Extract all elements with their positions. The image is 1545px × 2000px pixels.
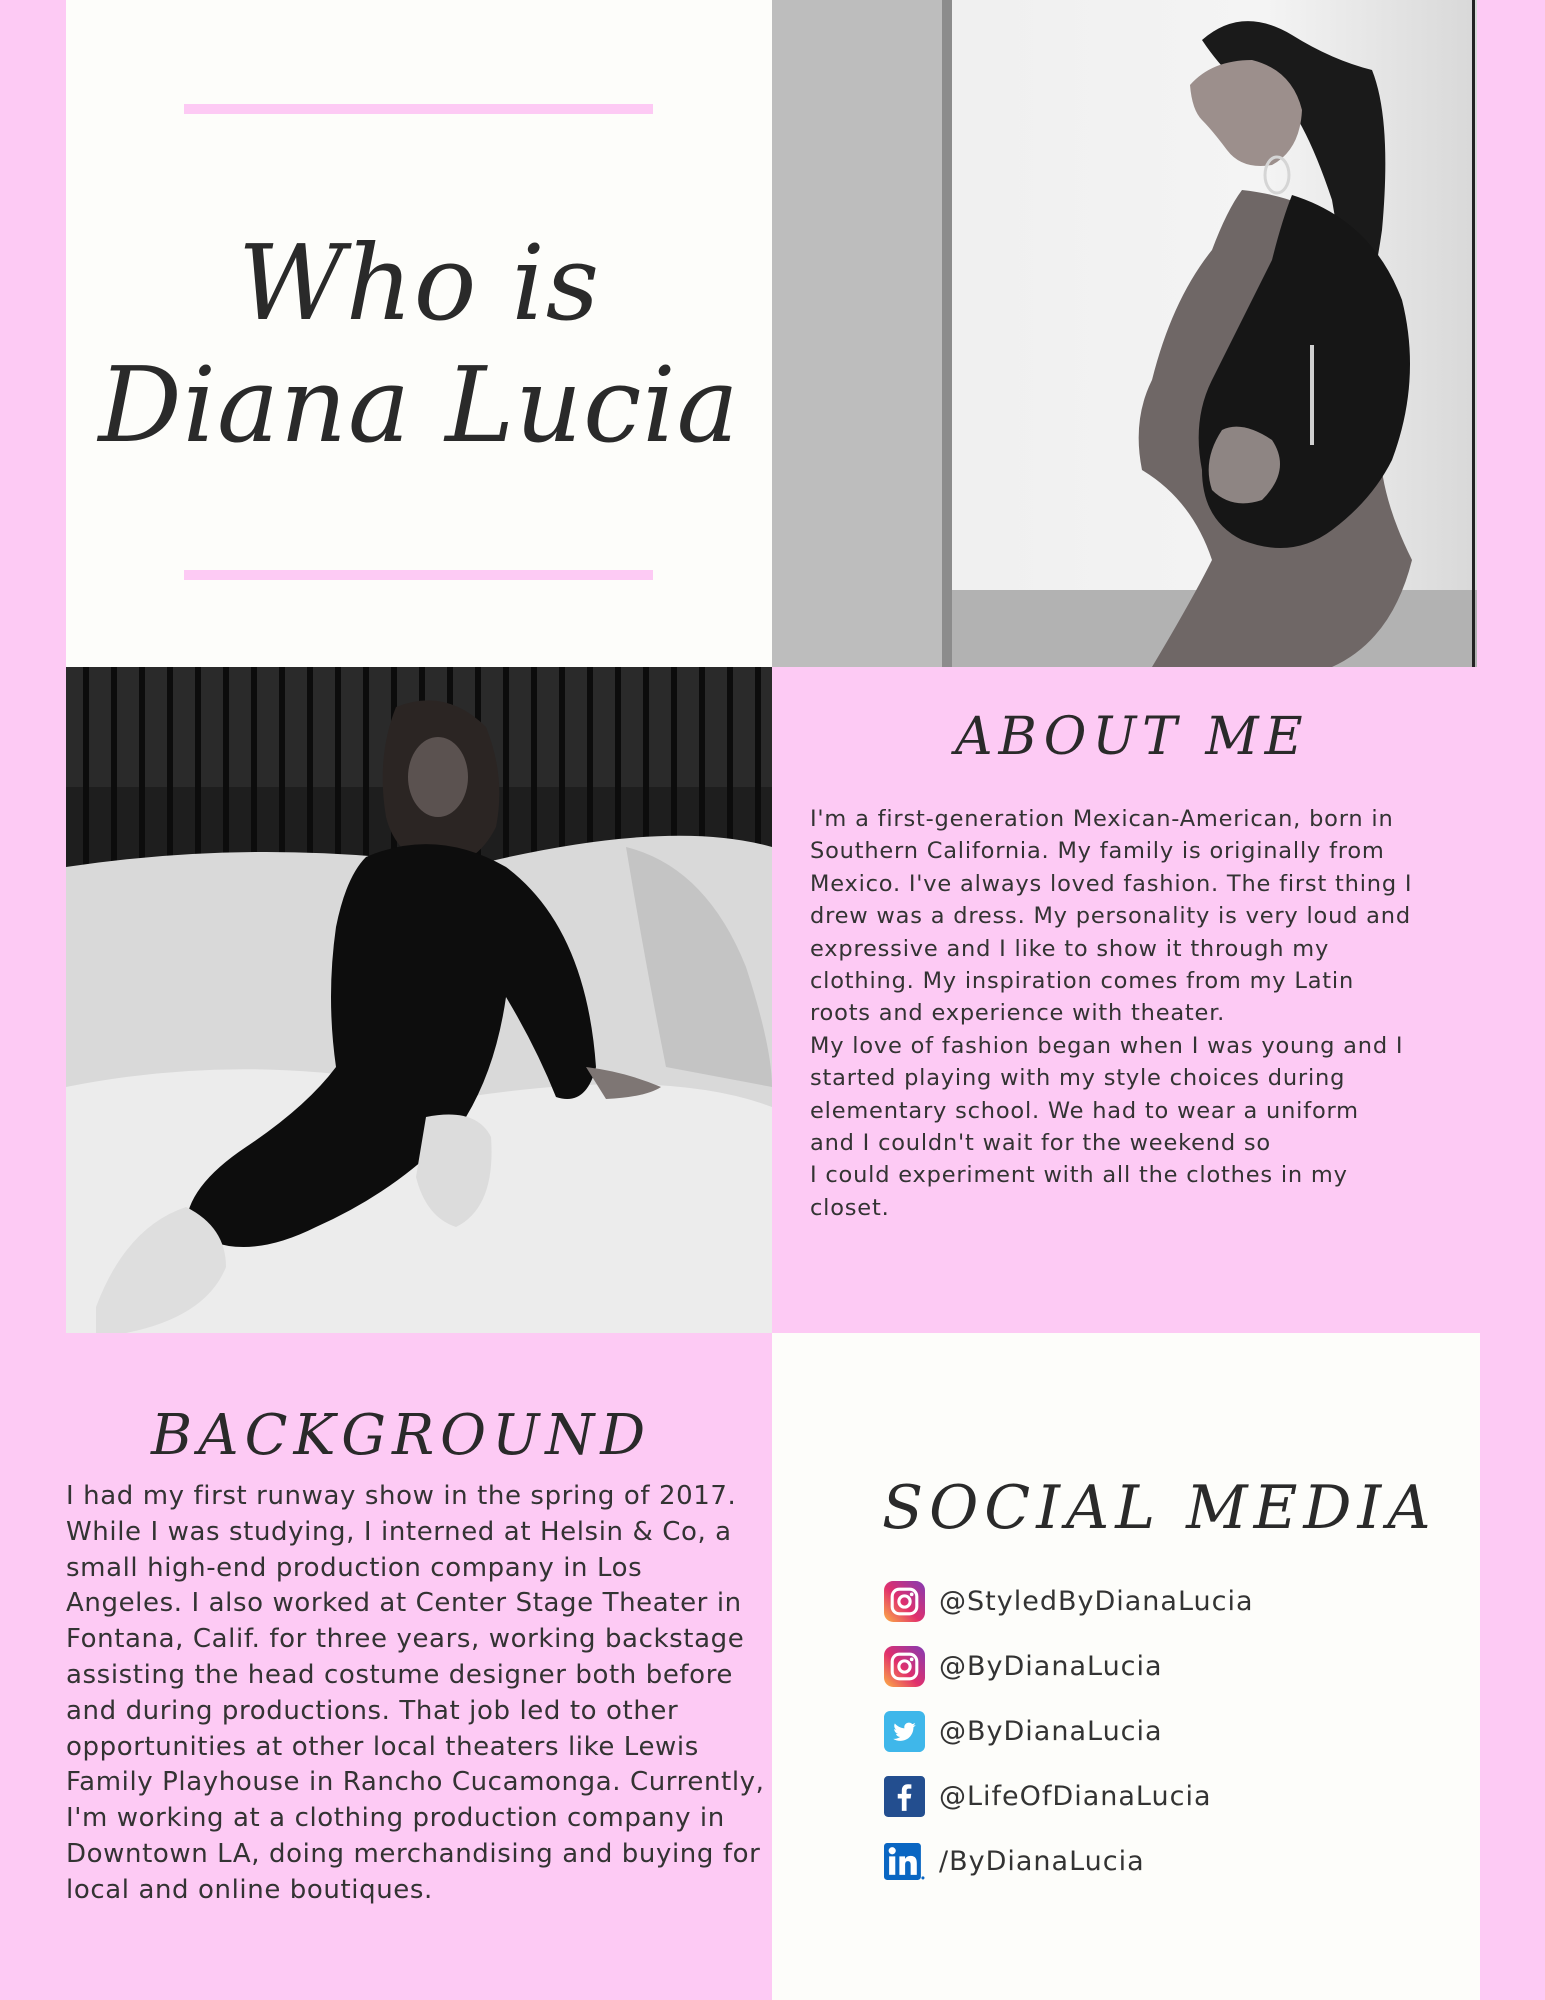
social-media-list [884,1569,1254,1894]
about-line: roots and experience with theater. [810,1000,1226,1027]
social-media-heading: SOCIAL MEDIA [882,1473,1437,1543]
top-pink-rule [184,104,653,114]
facebook-icon [884,1776,925,1817]
title-line-1: Who is [237,222,601,344]
about-line: closet. [810,1194,890,1221]
instagram-icon [884,1646,925,1687]
social-handle: @ByDianaLucia [939,1716,1163,1747]
background-heading: BACKGROUND [151,1403,652,1468]
bottom-pink-rule [184,570,653,580]
social-item-facebook[interactable] [884,1764,1254,1829]
about-line: elementary school. We had to wear a uniform [810,1097,1359,1124]
about-line: started playing with my style choices during [810,1065,1346,1092]
background-paragraph: I had my first runway show in the spring of 2017. While I was studying, I interned at Helsin & Co, a small high-end production company in Los Angeles. I also worked at Center Stage Theater in Fontana, Calif. for three years, working backstage assisting the head costume designer both before and during productions. That job led to other opportunities at other local theaters like Lewis Family Playhouse in Rancho Cucamonga. Currently, I'm working at a clothing production company in Downtown LA, doing merchandising and buying for local and online boutiques. [66,1481,765,1905]
background-section [66,1333,772,2000]
linkedin-icon [884,1841,925,1882]
portrait-photo-wall-illustration [772,0,1477,667]
about-paragraph [810,803,1450,1224]
about-line: Southern California. My family is originally from [810,838,1385,865]
social-item-instagram-styled[interactable] [884,1569,1254,1634]
about-line: expressive and I like to show it through my [810,935,1330,962]
social-media-section [772,1333,1480,2000]
page-title [66,222,772,466]
about-line: clothing. My inspiration comes from my Latin [810,968,1355,995]
portrait-photo-snow [66,667,772,1333]
social-handle: @StyledByDianaLucia [939,1586,1254,1617]
about-section [772,667,1478,1333]
about-line: I could experiment with all the clothes in my [810,1162,1348,1189]
about-heading: ABOUT ME [955,707,1309,767]
social-handle: /ByDianaLucia [939,1846,1145,1877]
social-item-instagram[interactable] [884,1634,1254,1699]
instagram-icon [884,1581,925,1622]
social-item-linkedin[interactable] [884,1829,1254,1894]
portrait-photo-snow-illustration [66,667,772,1333]
about-line: My love of fashion began when I was young and I [810,1032,1404,1059]
about-line: drew was a dress. My personality is very loud and [810,903,1411,930]
about-line: I'm a first-generation Mexican-American, born in [810,806,1394,832]
portrait-photo-wall [772,0,1477,667]
about-line: Mexico. I've always loved fashion. The first thing I [810,870,1413,897]
about-line: and I couldn't wait for the weekend so [810,1130,1271,1157]
social-handle: @LifeOfDianaLucia [939,1781,1212,1812]
title-panel [66,0,772,667]
twitter-icon [884,1711,925,1752]
title-line-2: Diana Lucia [98,344,740,466]
social-item-twitter[interactable] [884,1699,1254,1764]
social-handle: @ByDianaLucia [939,1651,1163,1682]
